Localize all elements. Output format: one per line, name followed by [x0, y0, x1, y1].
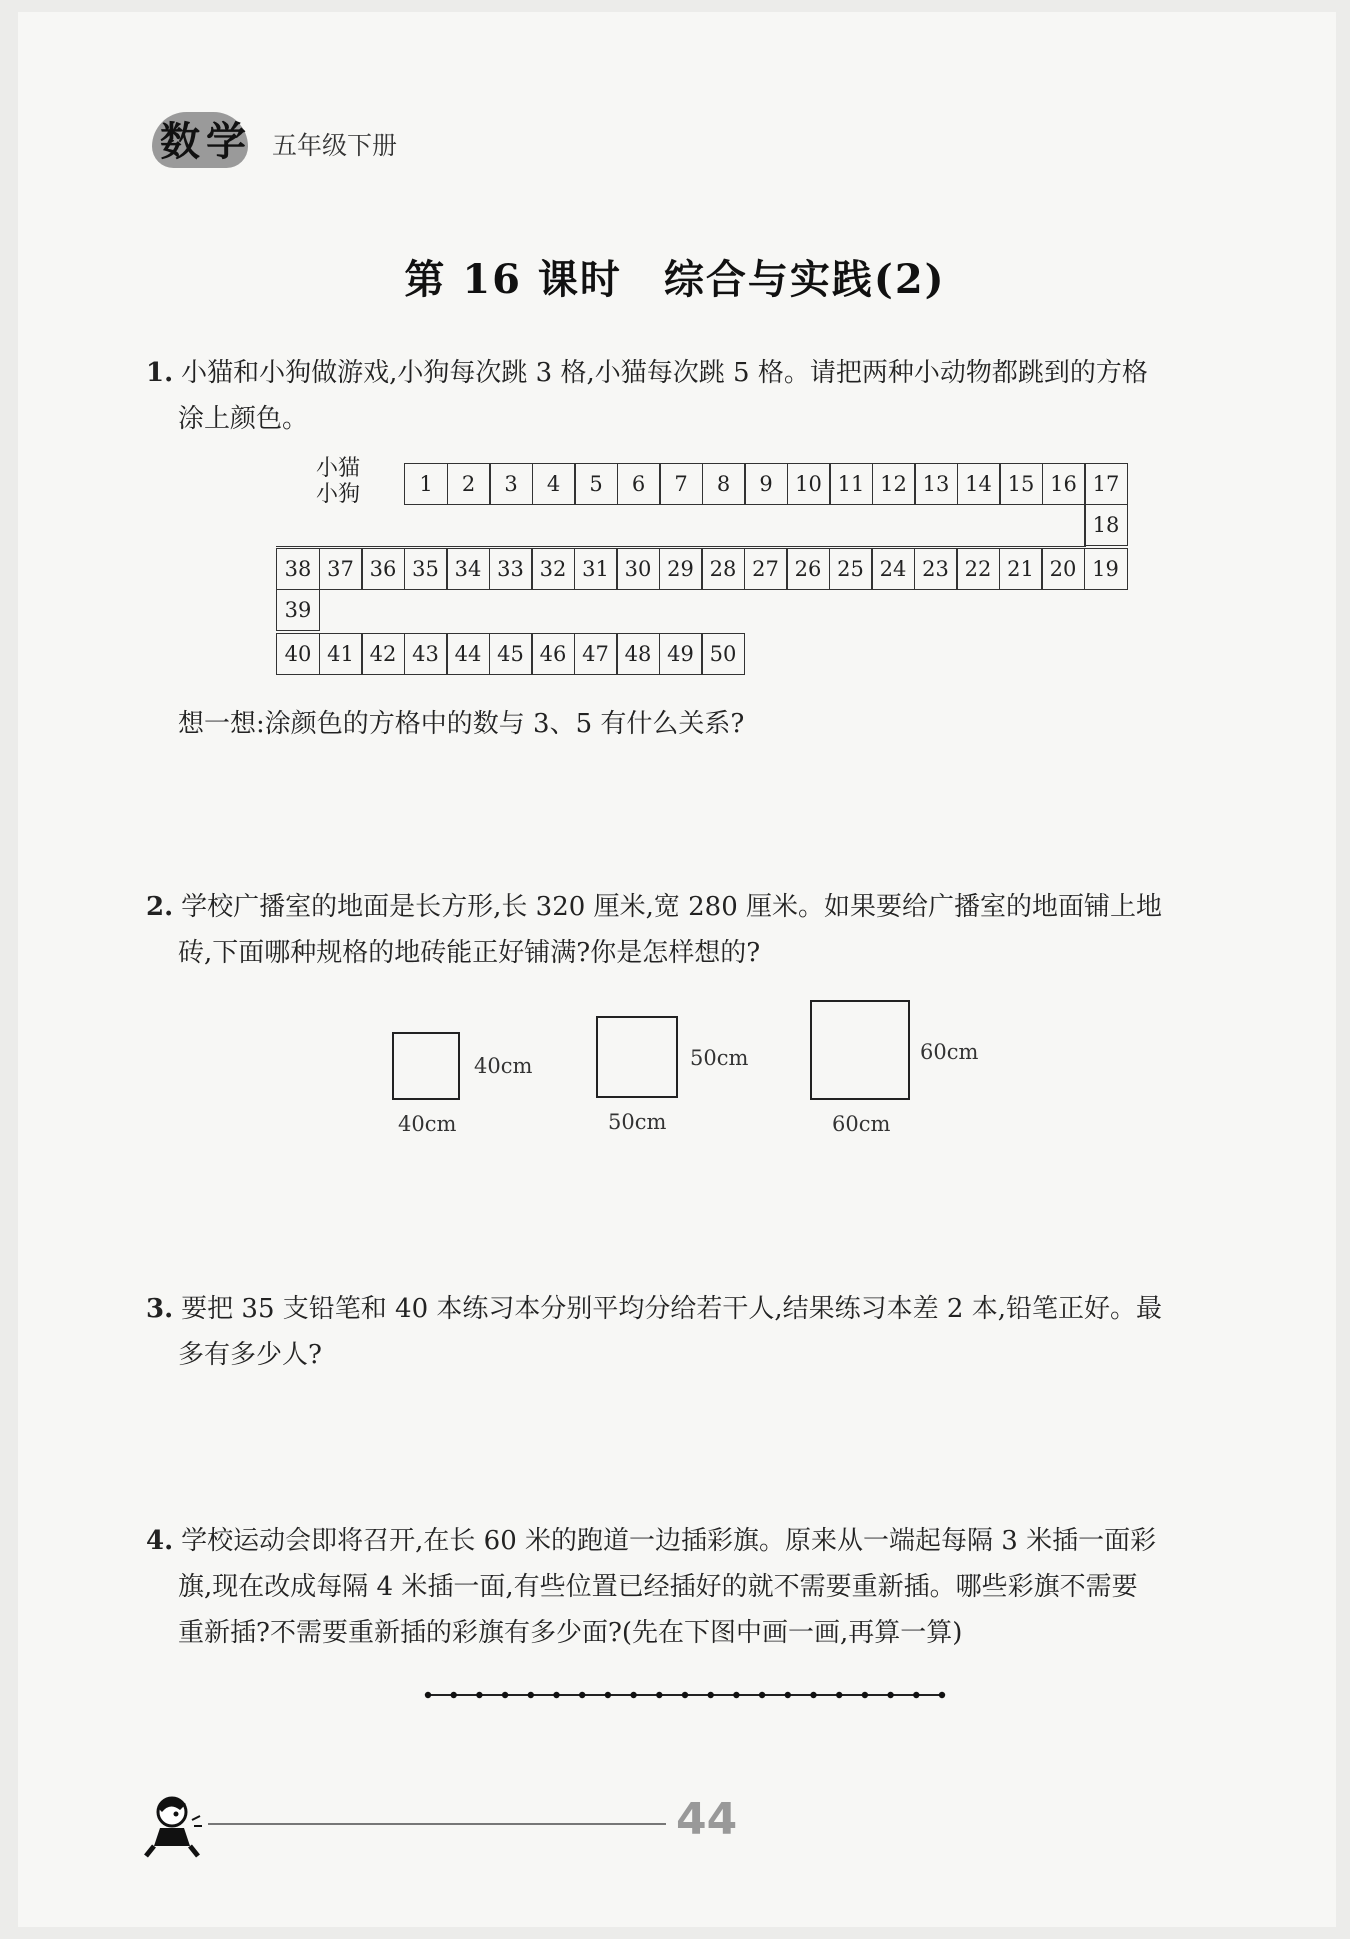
track-point — [579, 1692, 585, 1698]
grid-cell: 49 — [659, 633, 703, 675]
page-number: 44 — [676, 1794, 738, 1845]
grid-cell: 38 — [276, 548, 320, 590]
grid-cell: 28 — [701, 548, 745, 590]
grid-cell: 29 — [659, 548, 703, 590]
grid-cell: 10 — [787, 463, 831, 505]
tile-bottom-label: 50cm — [608, 1110, 667, 1134]
question-text-line: 学校运动会即将召开,在长 60 米的跑道一边插彩旗。原来从一端起每隔 3 米插一面彩 — [181, 1526, 1157, 1556]
tile-50cm — [596, 1016, 678, 1098]
grid-cell: 20 — [1041, 548, 1085, 590]
grid-cell: 36 — [361, 548, 405, 590]
track-point — [913, 1692, 919, 1698]
track-point — [425, 1692, 431, 1698]
track-point — [502, 1692, 508, 1698]
grid-cell: 2 — [447, 463, 491, 505]
grid-cell: 47 — [574, 633, 618, 675]
grid-cell: 31 — [574, 548, 618, 590]
tile-side-label: 50cm — [690, 1046, 749, 1070]
grid-cell: 9 — [744, 463, 788, 505]
tile-40cm — [392, 1032, 460, 1100]
grid-cell: 27 — [744, 548, 788, 590]
question-text-line: 旗,现在改成每隔 4 米插一面,有些位置已经插好的就不需要重新插。哪些彩旗不需要 — [178, 1572, 1138, 1602]
tile-bottom-label: 60cm — [832, 1112, 891, 1136]
grid-cell: 25 — [829, 548, 873, 590]
grid-cell: 22 — [956, 548, 1000, 590]
track-point — [887, 1692, 893, 1698]
question-text-line: 小猫和小狗做游戏,小狗每次跳 3 格,小猫每次跳 5 格。请把两种小动物都跳到的方格 — [181, 358, 1148, 388]
tile-60cm — [810, 1000, 910, 1100]
grid-cell: 4 — [532, 463, 576, 505]
question-2 — [146, 884, 1236, 976]
grid-cell: 24 — [871, 548, 915, 590]
grid-cell: 7 — [659, 463, 703, 505]
grid-cell: 17 — [1084, 463, 1128, 505]
question-text-line: 砖,下面哪种规格的地砖能正好铺满?你是怎样想的? — [178, 938, 761, 968]
grid-cell: 11 — [829, 463, 873, 505]
grid-cell: 46 — [531, 633, 575, 675]
header-subject: 数学 — [160, 119, 252, 165]
mascot-icon — [140, 1790, 210, 1860]
grid-cell: 1 — [404, 463, 448, 505]
grid-cell: 37 — [319, 548, 363, 590]
grid-cell: 14 — [957, 463, 1001, 505]
grid-cell: 50 — [701, 633, 745, 675]
grid-cell: 48 — [616, 633, 660, 675]
track-point — [836, 1692, 842, 1698]
question-number: 1. — [146, 358, 174, 388]
track-point — [862, 1692, 868, 1698]
think-prompt: 想一想:涂颜色的方格中的数与 3、5 有什么关系? — [178, 709, 745, 739]
header-grade: 五年级下册 — [272, 131, 398, 160]
footer-rule — [208, 1823, 666, 1825]
question-3 — [146, 1286, 1236, 1378]
track-point — [476, 1692, 482, 1698]
track-point — [759, 1692, 765, 1698]
grid-cell: 41 — [319, 633, 363, 675]
question-1 — [146, 350, 1236, 442]
track-point — [810, 1692, 816, 1698]
track-point — [939, 1692, 945, 1698]
grid-cell: 5 — [574, 463, 618, 505]
lesson-title: 第 16 课时 综合与实践(2) — [404, 256, 946, 303]
grid-cell: 21 — [999, 548, 1043, 590]
label-cat: 小猫 — [316, 456, 361, 481]
grid-cell: 26 — [786, 548, 830, 590]
grid-cell: 34 — [446, 548, 490, 590]
track-point — [605, 1692, 611, 1698]
grid-cell: 3 — [489, 463, 533, 505]
grid-cell: 8 — [702, 463, 746, 505]
track-diagram — [420, 1680, 950, 1710]
grid-cell: 42 — [361, 633, 405, 675]
question-number: 2. — [146, 892, 174, 922]
grid-cell: 23 — [914, 548, 958, 590]
grid-cell: 30 — [616, 548, 660, 590]
track-point — [785, 1692, 791, 1698]
track-point — [733, 1692, 739, 1698]
grid-cell: 19 — [1084, 548, 1128, 590]
track-point — [630, 1692, 636, 1698]
grid-cell: 44 — [446, 633, 490, 675]
grid-cell: 13 — [914, 463, 958, 505]
grid-cell: 16 — [1042, 463, 1086, 505]
question-text-line: 多有多少人? — [178, 1340, 322, 1370]
grid-cell: 40 — [276, 633, 320, 675]
grid-cell: 12 — [872, 463, 916, 505]
tile-bottom-label: 40cm — [398, 1112, 457, 1136]
track-point — [451, 1692, 457, 1698]
track-point — [528, 1692, 534, 1698]
grid-cell: 45 — [489, 633, 533, 675]
grid-cell: 6 — [617, 463, 661, 505]
question-text-line: 要把 35 支铅笔和 40 本练习本分别平均分给若干人,结果练习本差 2 本,铅笔正好。最 — [181, 1294, 1162, 1324]
grid-cell: 39 — [276, 589, 320, 631]
question-number: 4. — [146, 1526, 174, 1556]
question-number: 3. — [146, 1294, 174, 1324]
grid-blank-strip — [276, 504, 1086, 548]
question-text-line: 涂上颜色。 — [178, 404, 309, 434]
grid-cell: 43 — [404, 633, 448, 675]
label-dog: 小狗 — [316, 482, 361, 507]
grid-blank-strip — [319, 589, 1129, 633]
question-text-line: 学校广播室的地面是长方形,长 320 厘米,宽 280 厘米。如果要给广播室的地面铺上地 — [181, 892, 1162, 922]
grid-cell: 18 — [1084, 504, 1128, 546]
grid-cell: 15 — [999, 463, 1043, 505]
track-point — [708, 1692, 714, 1698]
tile-side-label: 40cm — [474, 1054, 533, 1078]
question-4 — [146, 1518, 1236, 1656]
track-point — [682, 1692, 688, 1698]
grid-cell: 33 — [489, 548, 533, 590]
track-point — [553, 1692, 559, 1698]
grid-cell: 32 — [531, 548, 575, 590]
grid-cell: 35 — [404, 548, 448, 590]
track-point — [656, 1692, 662, 1698]
tile-side-label: 60cm — [920, 1040, 979, 1064]
question-text-line: 重新插?不需要重新插的彩旗有多少面?(先在下图中画一画,再算一算) — [178, 1618, 963, 1648]
